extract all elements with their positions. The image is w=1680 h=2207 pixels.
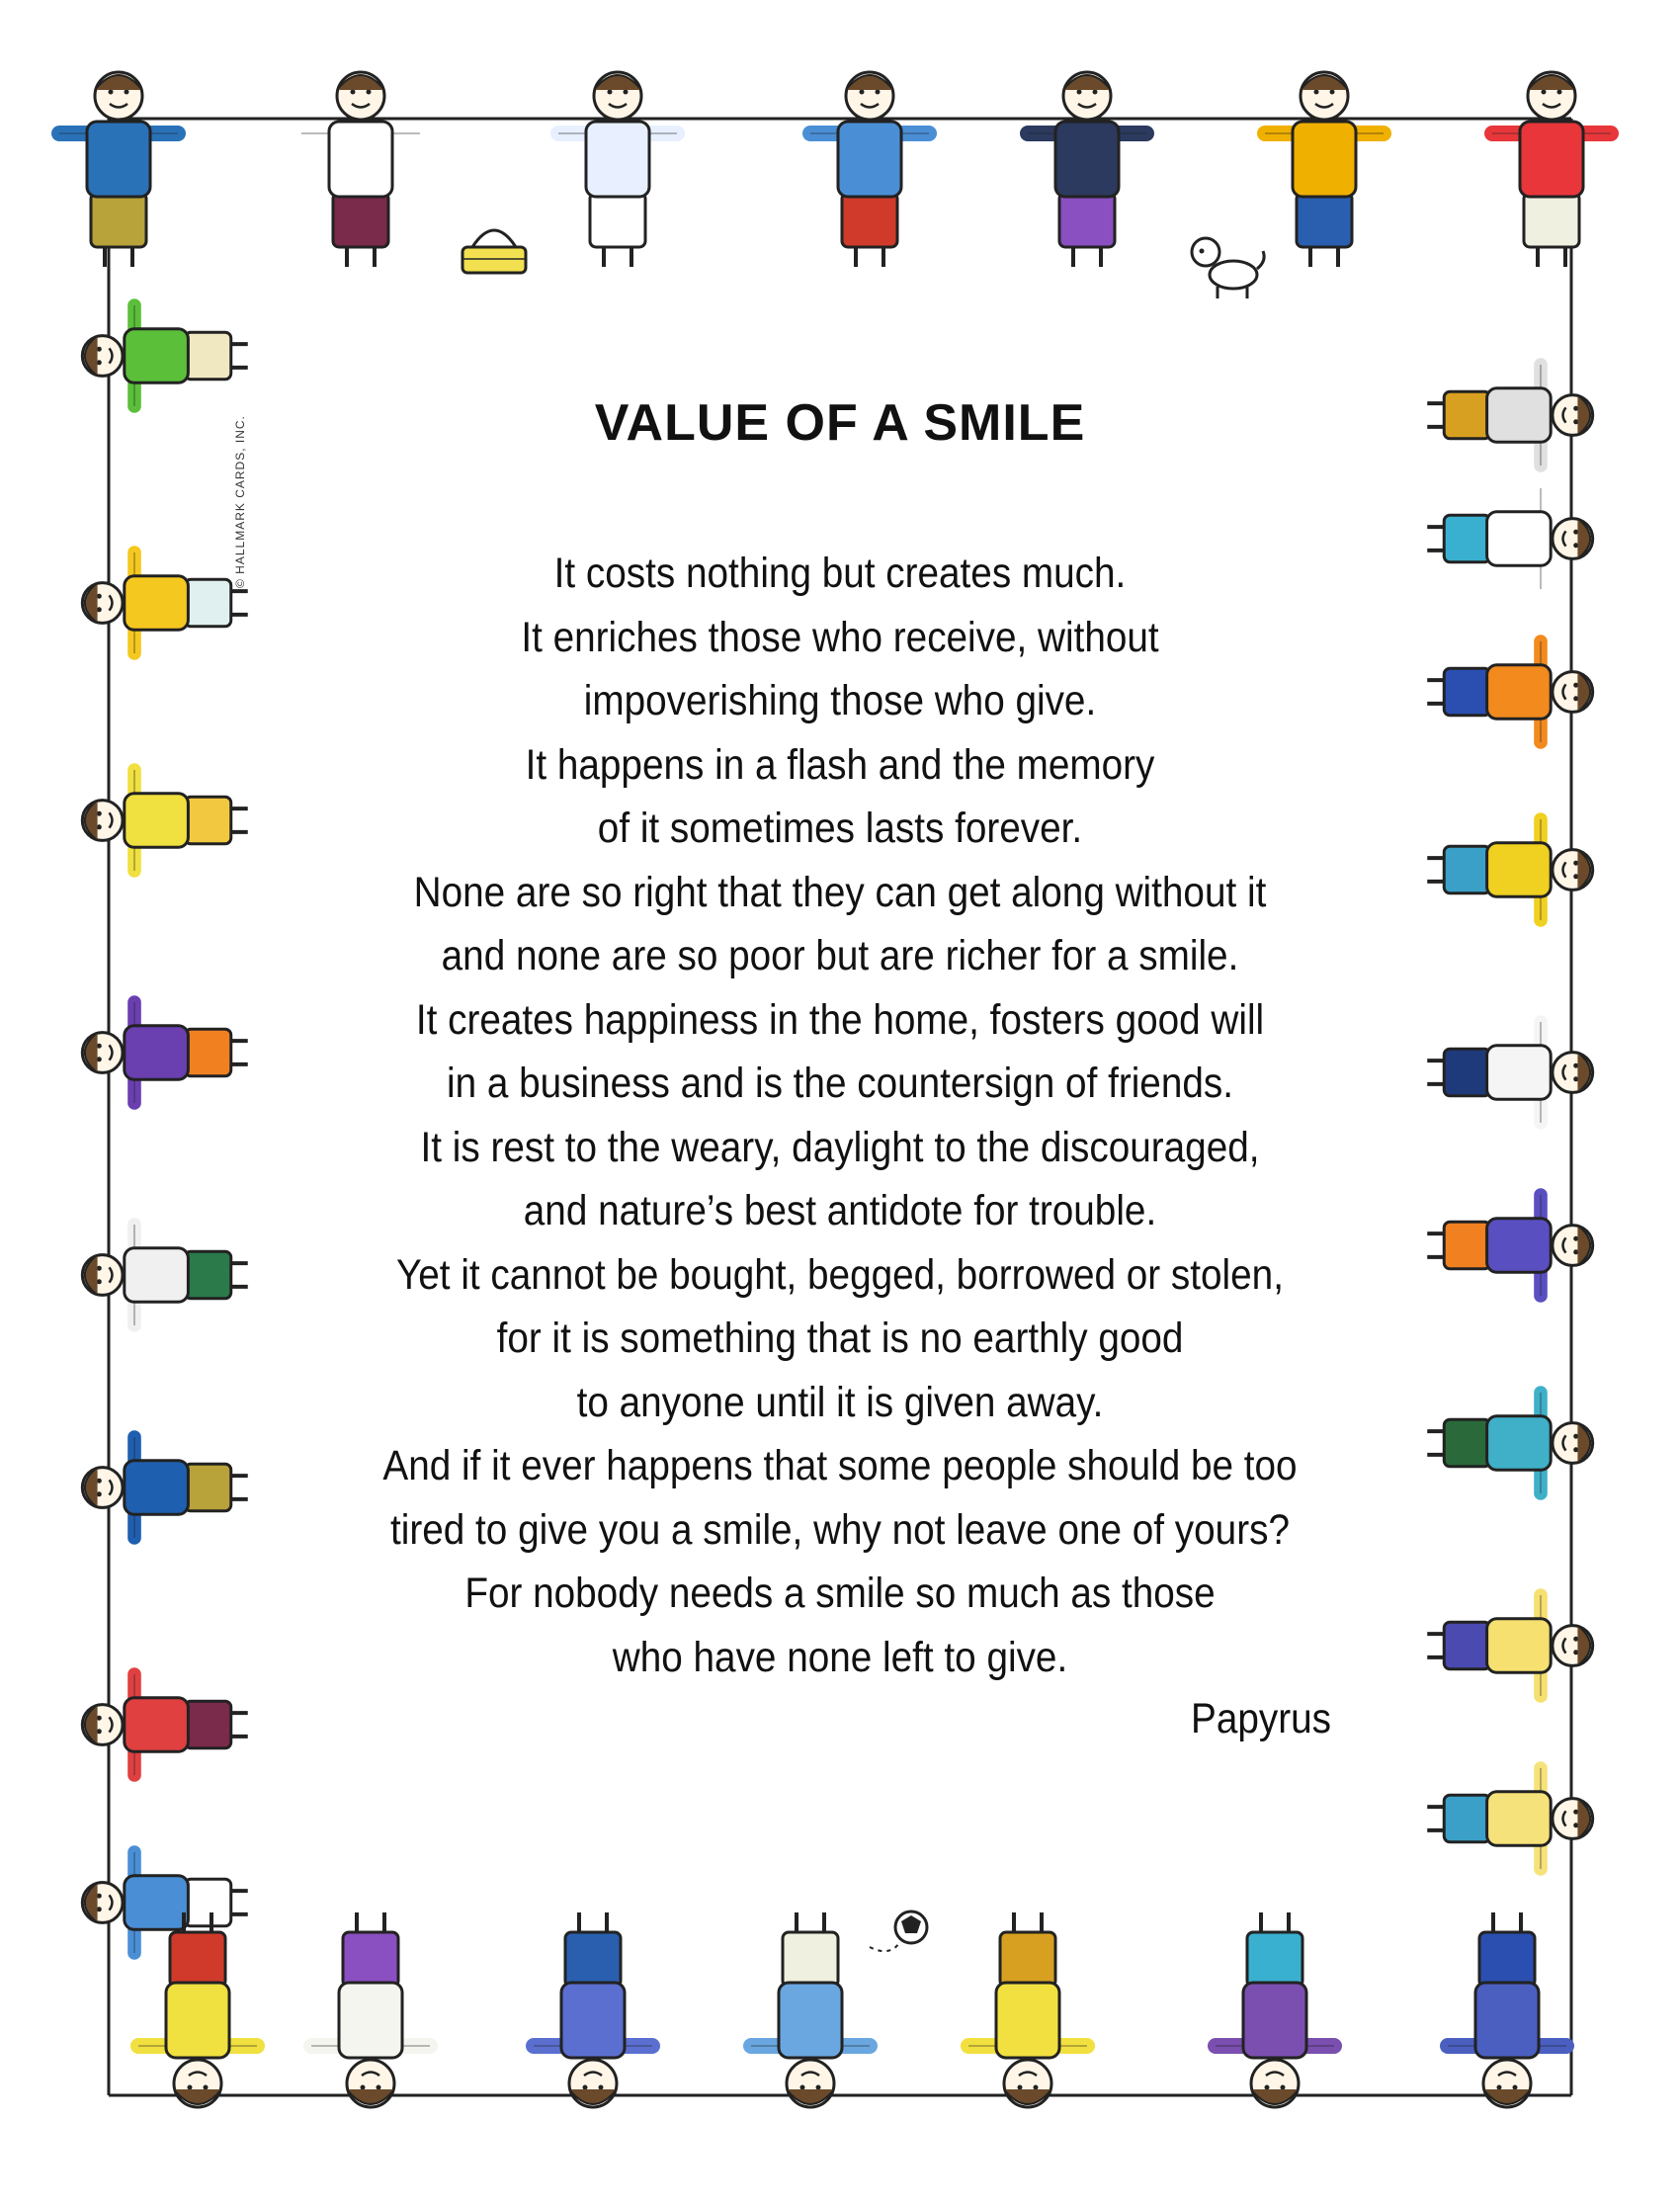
- poem-line: tired to give you a smile, why not leave one of yours?: [390, 1505, 1290, 1554]
- person-figure: [1427, 1393, 1592, 1493]
- poem-line: and none are so poor but are richer for a smile.: [441, 932, 1239, 979]
- poem-line: and nature’s best antidote for trouble.: [523, 1187, 1157, 1234]
- person-figure: [1427, 488, 1592, 589]
- person-figure: [311, 1912, 430, 2107]
- person-figure: [1427, 641, 1592, 742]
- poem-line: who have none left to give.: [612, 1633, 1068, 1681]
- poem-line: of it sometimes lasts forever.: [597, 805, 1083, 852]
- poem-line: Yet it cannot be bought, begged, borrowed or stolen,: [396, 1250, 1284, 1299]
- poem-line: to anyone until it is given away.: [576, 1378, 1104, 1426]
- person-figure: [1427, 819, 1592, 920]
- dog-icon: [1192, 238, 1264, 298]
- person-figure: [1028, 72, 1146, 267]
- poem-line: For nobody needs a smile so much as those: [464, 1570, 1216, 1617]
- poem-line: It enriches those who receive, without: [521, 613, 1159, 661]
- person-figure: [301, 72, 420, 267]
- person-figure: [1427, 1595, 1592, 1696]
- poem-line: And if it ever happens that some people should be too: [382, 1442, 1298, 1489]
- poem-author: Papyrus: [1191, 1695, 1331, 1742]
- person-figure: [138, 1912, 257, 2107]
- person-figure: [1265, 72, 1384, 267]
- poem-line: It is rest to the weary, daylight to the discouraged,: [420, 1123, 1260, 1171]
- person-figure: [1216, 1912, 1334, 2107]
- person-figure: [82, 552, 247, 653]
- poem-line: in a business and is the countersign of friends.: [447, 1060, 1233, 1107]
- person-figure: [810, 72, 929, 267]
- person-figure: [59, 72, 178, 267]
- poem-body: [333, 542, 1347, 1689]
- person-figure: [558, 72, 677, 267]
- person-figure: [1427, 1768, 1592, 1869]
- person-figure: [1427, 1195, 1592, 1296]
- person-figure: [751, 1912, 870, 2107]
- person-figure: [534, 1912, 652, 2107]
- person-figure: [82, 1437, 247, 1538]
- person-figure: [82, 305, 247, 406]
- person-figure: [82, 1674, 247, 1775]
- person-figure: [82, 1225, 247, 1325]
- basket-icon: [462, 230, 526, 273]
- poem-line: It creates happiness in the home, fosters good will: [415, 995, 1265, 1044]
- poem-line: It happens in a flash and the memory: [525, 740, 1155, 789]
- poem-line: for it is something that is no earthly good: [496, 1315, 1184, 1362]
- person-figure: [968, 1912, 1087, 2107]
- person-figure: [1427, 1022, 1592, 1123]
- poem-title: VALUE OF A SMILE: [594, 394, 1086, 452]
- person-figure: [1448, 1912, 1566, 2107]
- copyright-notice: © HALLMARK CARDS, INC.: [233, 415, 247, 588]
- soccer-ball-icon: [870, 1911, 927, 1951]
- person-figure: [82, 770, 247, 871]
- poem-line: It costs nothing but creates much.: [553, 550, 1127, 597]
- person-figure: [82, 1002, 247, 1103]
- poem-line: None are so right that they can get along without it: [413, 868, 1267, 916]
- person-figure: [1492, 72, 1611, 267]
- poem-line: impoverishing those who give.: [583, 677, 1097, 724]
